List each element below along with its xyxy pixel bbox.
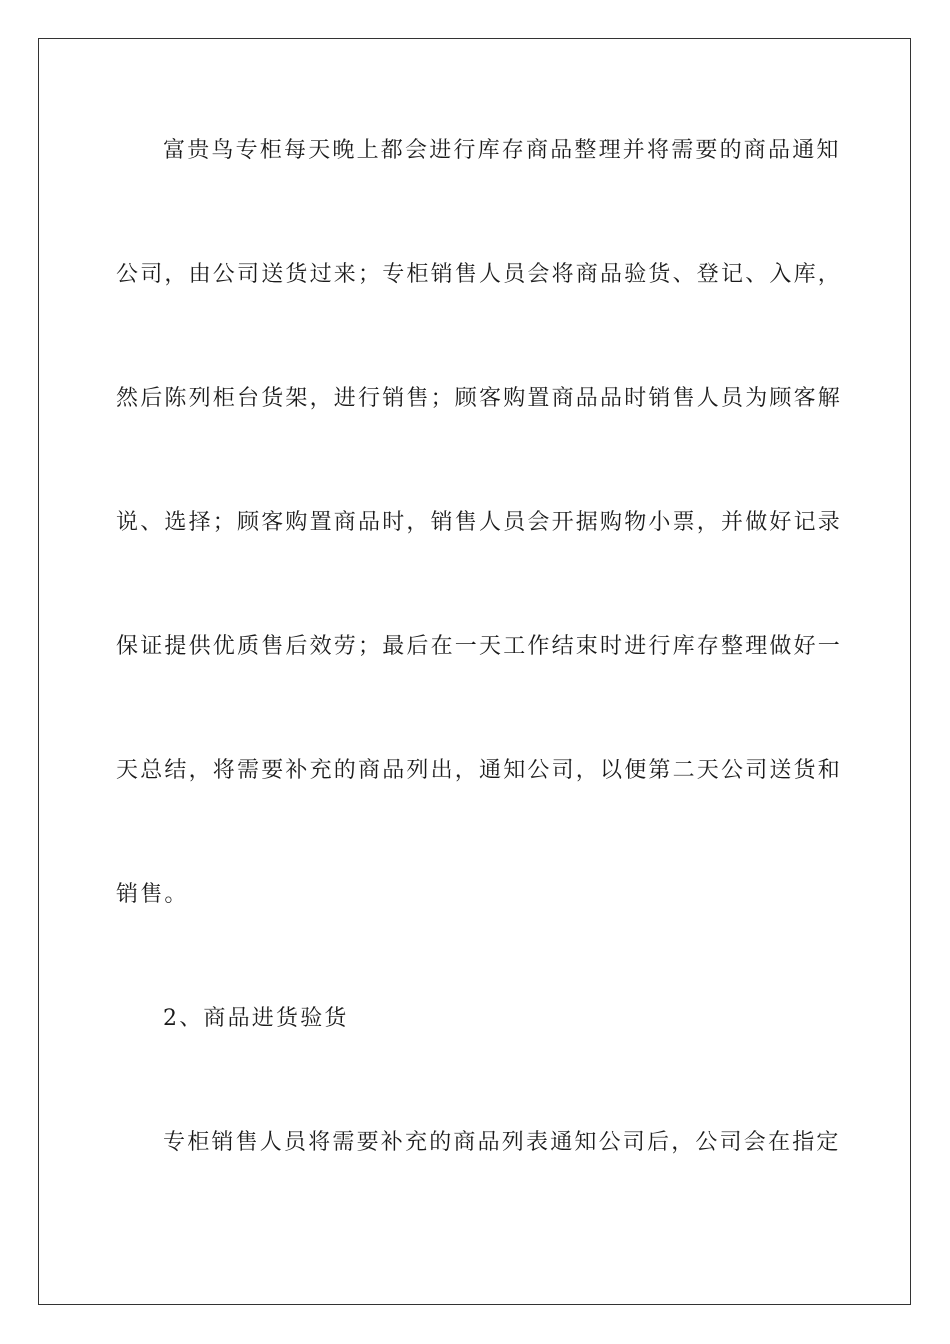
paragraph-line-2: 公司，由公司送货过来；专柜销售人员会将商品验货、登记、入库，	[116, 262, 843, 287]
paragraph-line-3: 然后陈列柜台货架，进行销售；顾客购置商品品时销售人员为顾客解	[116, 386, 843, 411]
paragraph-line-7: 销售。	[116, 882, 189, 907]
page-border	[38, 38, 911, 1305]
paragraph-line-4: 说、选择；顾客购置商品时，销售人员会开据购物小票，并做好记录	[116, 510, 843, 535]
paragraph-line-6: 天总结，将需要补充的商品列出，通知公司，以便第二天公司送货和	[116, 758, 843, 783]
paragraph-line-5: 保证提供优质售后效劳；最后在一天工作结束时进行库存整理做好一	[116, 634, 843, 659]
section-heading: 2、商品进货验货	[163, 1006, 349, 1031]
paragraph-line-1: 富贵鸟专柜每天晚上都会进行库存商品整理并将需要的商品通知	[163, 138, 841, 163]
paragraph2-line-1: 专柜销售人员将需要补充的商品列表通知公司后，公司会在指定	[163, 1130, 841, 1155]
